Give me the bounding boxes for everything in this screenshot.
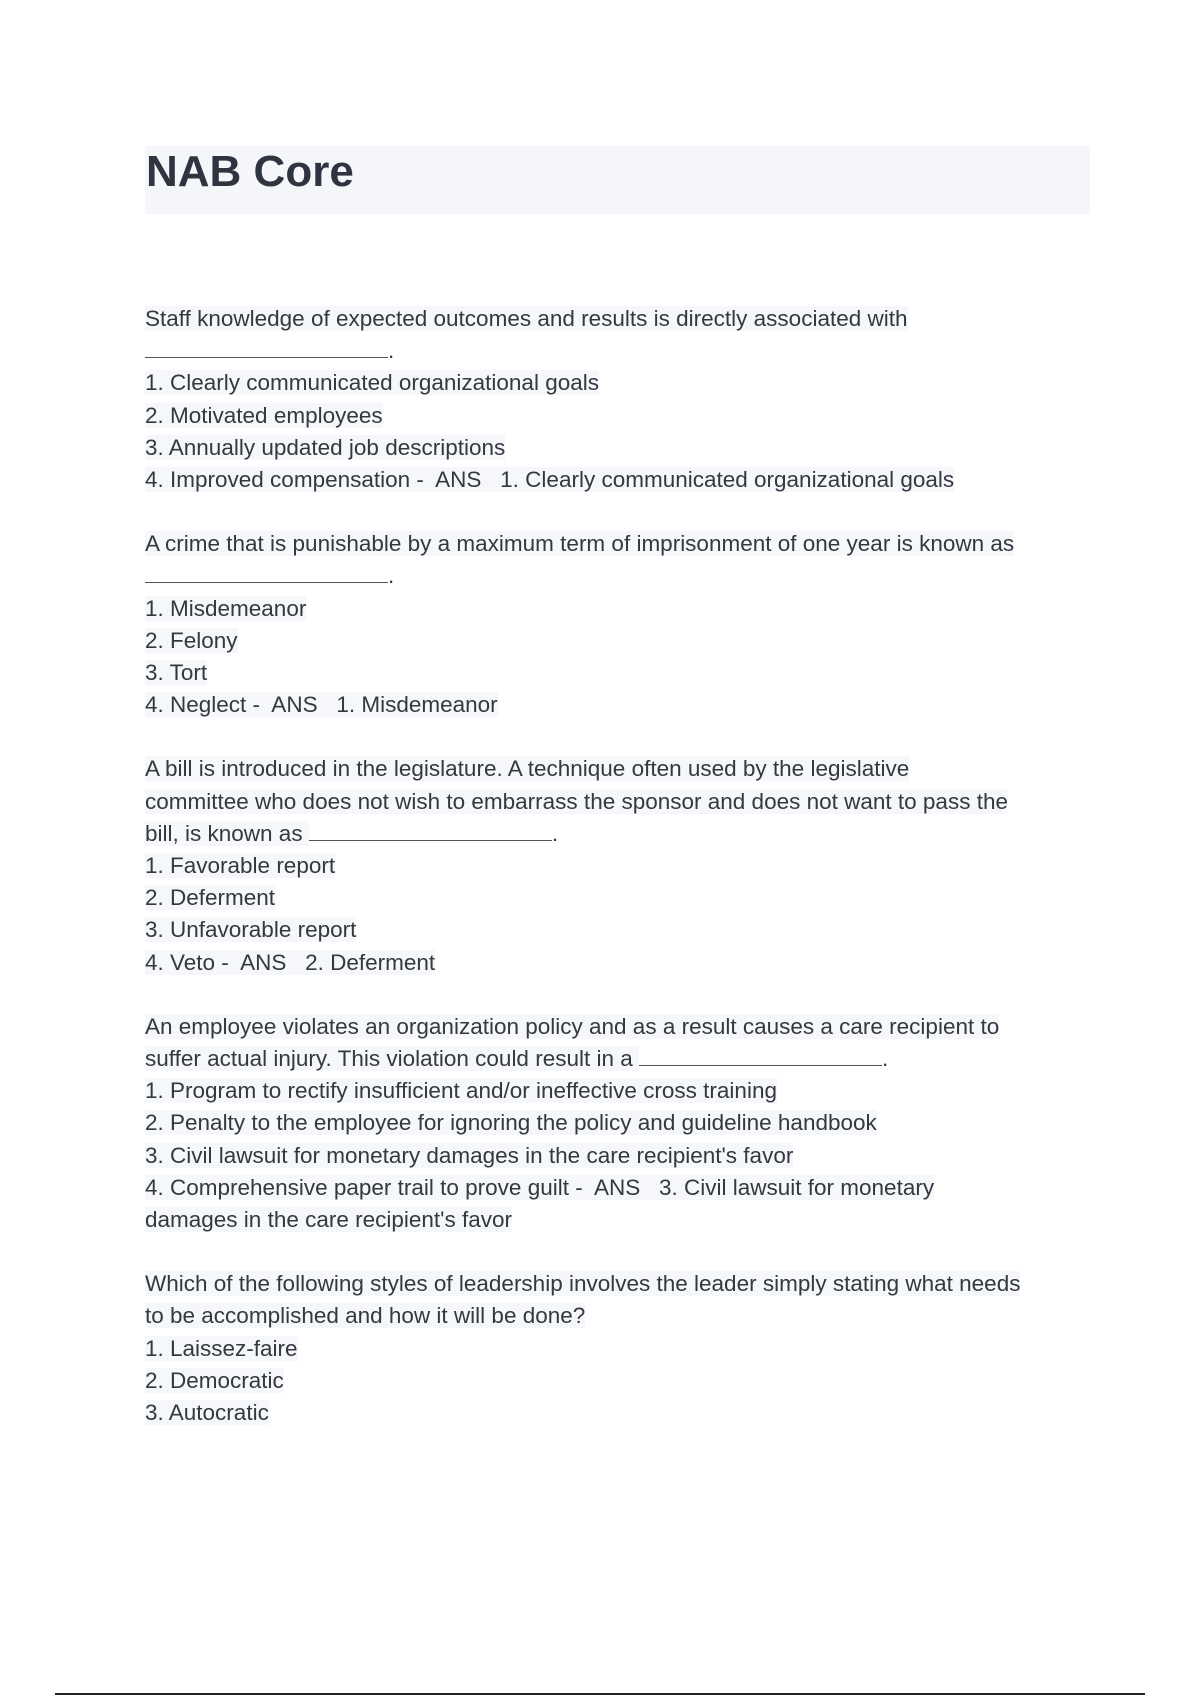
answer-blank — [145, 562, 388, 583]
question-stem — [145, 528, 1095, 560]
option-text: 4. Neglect - ANS 1. Misdemeanor — [145, 692, 498, 718]
answer-blank-line — [145, 560, 1095, 592]
option — [145, 593, 1095, 625]
question-1 — [145, 303, 1095, 496]
question-list — [145, 303, 1095, 1461]
option-text: 4. Comprehensive paper trail to prove guilt - ANS 3. Civil lawsuit for monetary — [145, 1174, 935, 1200]
answer-blank — [639, 1045, 882, 1066]
option — [145, 850, 1095, 882]
option-text: 2. Felony — [145, 627, 238, 653]
question-stem-with-blank — [145, 1043, 1095, 1075]
answer-blank — [309, 820, 552, 841]
option-text: 2. Democratic — [145, 1367, 284, 1393]
blank-punctuation: . — [388, 563, 395, 589]
question-stem — [145, 753, 1095, 785]
option — [145, 367, 1095, 399]
question-stem — [145, 1300, 1095, 1332]
option-text: 1. Program to rectify insufficient and/or ineffective cross training — [145, 1078, 777, 1104]
page-title: NAB Core — [146, 147, 354, 196]
option-text: 2. Motivated employees — [145, 402, 383, 428]
option-text: 1. Misdemeanor — [145, 595, 307, 621]
footer-divider — [55, 1693, 1145, 1695]
question-4 — [145, 1011, 1095, 1236]
option — [145, 1140, 1095, 1172]
option-text: 3. Tort — [145, 660, 208, 686]
option-text: 4. Improved compensation - ANS 1. Clearly communicated organizational goals — [145, 467, 955, 493]
answer-blank-line — [145, 335, 1095, 367]
question-stem — [145, 1011, 1095, 1043]
option-with-answer — [145, 1172, 1095, 1204]
question-2 — [145, 528, 1095, 721]
option — [145, 1107, 1095, 1139]
question-stem — [145, 786, 1095, 818]
question-stem-text: committee who does not wish to embarrass the sponsor and does not want to pass the — [145, 788, 1008, 814]
option-text: 1. Laissez-faire — [145, 1335, 298, 1361]
option-with-answer — [145, 947, 1095, 979]
option-with-answer-continued — [145, 1204, 1095, 1236]
option-text: 3. Annually updated job descriptions — [145, 434, 506, 460]
question-stem-text: Staff knowledge of expected outcomes and results is directly associated with — [145, 306, 908, 331]
question-stem — [145, 1268, 1095, 1300]
option — [145, 1397, 1095, 1429]
question-5 — [145, 1268, 1095, 1429]
question-stem-text: bill, is known as — [145, 820, 309, 846]
option — [145, 882, 1095, 914]
option — [145, 625, 1095, 657]
blank-punctuation: . — [882, 1046, 889, 1072]
option — [145, 1365, 1095, 1397]
option-text: 3. Civil lawsuit for monetary damages in the care recipient's favor — [145, 1142, 794, 1168]
question-3 — [145, 753, 1095, 978]
option-text: 2. Penalty to the employee for ignoring the policy and guideline handbook — [145, 1110, 877, 1136]
question-stem-text: A crime that is punishable by a maximum term of imprisonment of one year is known as — [145, 531, 1015, 557]
option-with-answer — [145, 689, 1095, 721]
question-stem-with-blank — [145, 818, 1095, 850]
option-with-answer — [145, 464, 1095, 496]
question-stem-text: suffer actual injury. This violation could result in a — [145, 1046, 640, 1072]
option — [145, 914, 1095, 946]
question-stem-text: An employee violates an organization policy and as a result causes a care recipient to — [145, 1013, 1000, 1039]
answer-blank — [145, 337, 388, 358]
question-stem-text: to be accomplished and how it will be done? — [145, 1303, 586, 1329]
blank-punctuation: . — [551, 820, 559, 846]
option — [145, 400, 1095, 432]
option-text: 1. Clearly communicated organizational goals — [145, 370, 599, 396]
option — [145, 657, 1095, 689]
option — [145, 1075, 1095, 1107]
blank-punctuation: . — [388, 338, 395, 364]
option-text: 1. Favorable report — [145, 853, 336, 879]
option-text: 3. Unfavorable report — [145, 917, 357, 943]
question-stem-text: Which of the following styles of leadership involves the leader simply stating what needs — [145, 1271, 1021, 1297]
question-stem — [145, 303, 1095, 335]
option-text: 2. Deferment — [145, 885, 276, 911]
question-stem-text: A bill is introduced in the legislature. A technique often used by the legislative — [145, 756, 910, 782]
option — [145, 432, 1095, 464]
option — [145, 1333, 1095, 1365]
option-text: 3. Autocratic — [145, 1400, 269, 1426]
option-text: 4. Veto - ANS 2. Deferment — [145, 949, 436, 975]
option-text: damages in the care recipient's favor — [145, 1207, 512, 1233]
